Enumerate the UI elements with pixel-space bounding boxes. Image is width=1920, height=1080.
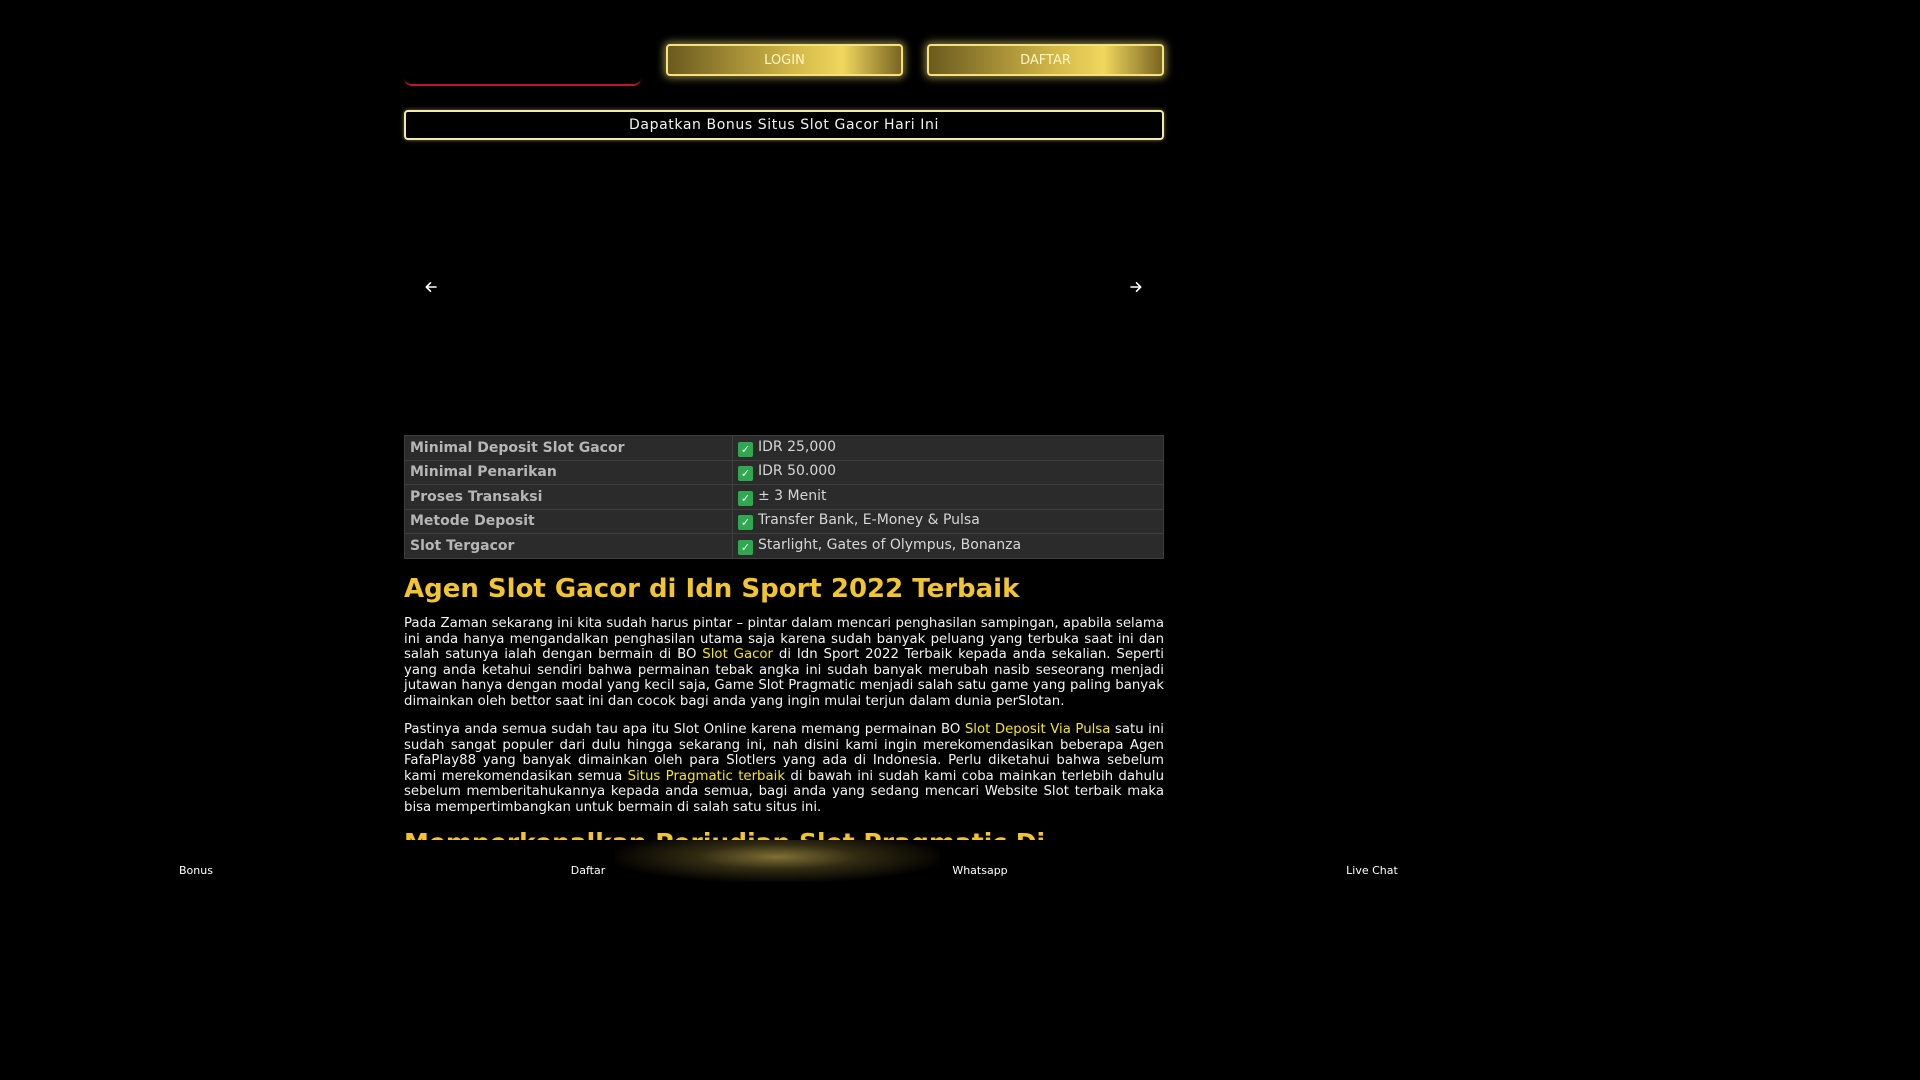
article-paragraph bbox=[404, 616, 1164, 709]
table-cell-value bbox=[733, 534, 1164, 559]
banner-slider bbox=[404, 150, 1164, 425]
table-cell-value bbox=[733, 485, 1164, 510]
bonus-banner-button[interactable]: Dapatkan Bonus Situs Slot Gacor Hari Ini bbox=[404, 110, 1164, 140]
slider-next-button[interactable] bbox=[1123, 274, 1149, 300]
table-row bbox=[405, 436, 1164, 461]
situs-pragmatic-link[interactable]: Situs Pragmatic terbaik bbox=[627, 768, 786, 784]
daftar-button[interactable]: DAFTAR bbox=[927, 44, 1164, 76]
slot-deposit-pulsa-link[interactable]: Slot Deposit Via Pulsa bbox=[964, 722, 1111, 737]
bottom-nav bbox=[0, 840, 1568, 882]
bottom-nav-bonus[interactable]: Bonus bbox=[179, 864, 213, 877]
login-button[interactable]: LOGIN bbox=[666, 44, 903, 76]
table-cell-label: Metode Deposit bbox=[405, 509, 733, 534]
arrow-right-icon bbox=[1129, 280, 1143, 294]
article-text: di Idn Sport 2022 Terbaik kepada anda sekalian. Seperti yang anda ketahui sendiri bahwa permainan tebak angka ini sudah banyak merubah nasib seseorang menjadi jutawan hanya dengan modal yang kecil saja, Game Slot Pragmatic menjadi salah satu game yang paling banyak dimainkan oleh bettor saat ini dan cocok bagi anda yang ingin mulai terjun dalam dunia perSlotan. bbox=[404, 647, 1165, 709]
table-cell-value-text: Starlight, Gates of Olympus, Bonanza bbox=[758, 536, 1022, 553]
table-row bbox=[405, 460, 1164, 485]
table-cell-value-text: Transfer Bank, E-Money & Pulsa bbox=[758, 512, 980, 529]
table-cell-value bbox=[733, 436, 1164, 461]
bottom-nav-live-chat[interactable]: Live Chat bbox=[1346, 864, 1398, 877]
article-paragraph bbox=[404, 722, 1164, 815]
slider-prev-button[interactable] bbox=[418, 274, 444, 300]
info-table bbox=[404, 435, 1164, 559]
article-text: satu ini sudah sangat populer dari dulu hingga sekarang ini, nah disini kami ingin merekomendasikan beberapa Agen FafaPlay88 yang banyak dimainkan oleh para Slotlers yang ada di Indonesia. Perlu diketahui bahwa sebelum kami merekomendasikan semua bbox=[404, 722, 1164, 784]
table-cell-value-text: IDR 25,000 bbox=[758, 438, 837, 455]
table-cell-value-text: IDR 50.000 bbox=[758, 463, 837, 480]
table-cell-label: Slot Tergacor bbox=[405, 534, 733, 559]
arrow-left-icon bbox=[424, 280, 438, 294]
article-heading: Agen Slot Gacor di Idn Sport 2022 Terbaik bbox=[404, 574, 1020, 604]
article-text: Pada Zaman sekarang ini kita sudah harus pintar – pintar dalam mencari penghasilan sampingan, apabila selama ini anda hanya mengandalkan penghasilan utama saja karena sudah banyak peluang yang terbuka saat ini dan salah satunya ialah dengan bermain di BO bbox=[404, 616, 1164, 662]
table-cell-label: Minimal Deposit Slot Gacor bbox=[405, 436, 733, 461]
check-icon: ✓ bbox=[738, 515, 753, 530]
check-icon: ✓ bbox=[738, 466, 753, 481]
table-cell-value bbox=[733, 509, 1164, 534]
article-text: di bawah ini sudah kami coba mainkan terlebih dahulu sebelum memberitahukannya kepada anda semua, bagi anda yang sedang mencari Website Slot terbaik maka bisa mempertimbangkan untuk bermain di salah satu situs ini. bbox=[404, 768, 1164, 815]
table-row bbox=[405, 509, 1164, 534]
check-icon: ✓ bbox=[738, 491, 753, 506]
table-cell-label: Proses Transaksi bbox=[405, 485, 733, 510]
table-row bbox=[405, 534, 1164, 559]
bottom-nav-whatsapp[interactable]: Whatsapp bbox=[952, 864, 1008, 877]
site-logo[interactable] bbox=[404, 30, 641, 86]
check-icon: ✓ bbox=[738, 442, 753, 457]
slot-gacor-link[interactable]: Slot Gacor bbox=[702, 647, 774, 662]
article-text: Pastinya anda semua sudah tau apa itu Slot Online karena memang permainan BO bbox=[404, 722, 965, 737]
bottom-nav-daftar[interactable]: Daftar bbox=[570, 864, 606, 877]
check-icon: ✓ bbox=[738, 540, 753, 555]
table-cell-label: Minimal Penarikan bbox=[405, 460, 733, 485]
table-cell-value-text: ± 3 Menit bbox=[758, 487, 827, 504]
table-row bbox=[405, 485, 1164, 510]
table-cell-value bbox=[733, 460, 1164, 485]
